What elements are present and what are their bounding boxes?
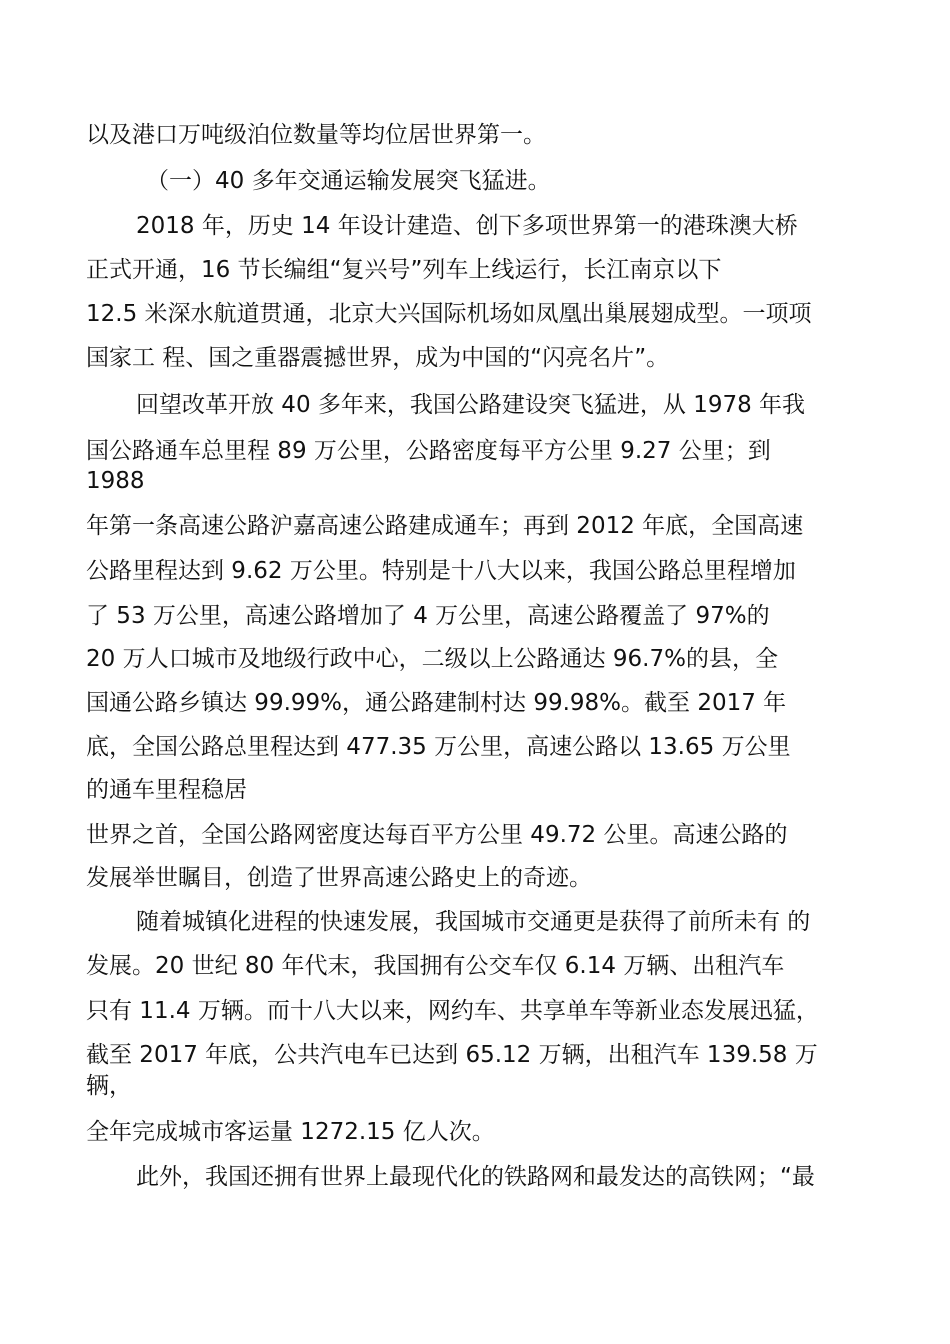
text-line: 国家工 程、国之重器震撼世界，成为中国的“闪亮名片”。: [86, 345, 670, 371]
text-line: 回望改革开放 40 多年来，我国公路建设突飞猛进，从 1978 年我: [136, 392, 806, 418]
text-line: 的通车里程稳居: [86, 777, 247, 803]
text-line: 发展。20 世纪 80 年代末，我国拥有公交车仅 6.14 万辆、出租汽车: [86, 953, 785, 979]
text-line: 了 53 万公里，高速公路增加了 4 万公里，高速公路覆盖了 97%的: [86, 603, 770, 629]
text-line: 年第一条高速公路沪嘉高速公路建成通车；再到 2012 年底，全国高速: [86, 513, 804, 539]
text-line: 2018 年，历史 14 年设计建造、创下多项世界第一的港珠澳大桥: [136, 213, 798, 239]
text-line: 世界之首，全国公路网密度达每百平方公里 49.72 公里。高速公路的: [86, 822, 788, 848]
text-line: 全年完成城市客运量 1272.15 亿人次。: [86, 1119, 495, 1145]
text-line: 底，全国公路总里程达到 477.35 万公里，高速公路以 13.65 万公里: [86, 734, 791, 760]
text-line: 随着城镇化进程的快速发展，我国城市交通更是获得了前所未有 的: [136, 909, 811, 935]
text-line: 国公路通车总里程 89 万公里，公路密度每平方公里 9.27 公里；到: [86, 438, 771, 464]
text-line: 正式开通，16 节长编组“复兴号”列车上线运行，长江南京以下: [86, 257, 722, 283]
text-line: 20 万人口城市及地级行政中心，二级以上公路通达 96.7%的县，全: [86, 646, 778, 672]
text-line: 辆，: [86, 1073, 132, 1099]
section-heading: （一）40 多年交通运输发展突飞猛进。: [146, 168, 551, 194]
text-line: 公路里程达到 9.62 万公里。特别是十八大以来，我国公路总里程增加: [86, 558, 796, 584]
text-line: 12.5 米深水航道贯通，北京大兴国际机场如凤凰出巢展翅成型。一项项: [86, 301, 812, 327]
text-line: 只有 11.4 万辆。而十八大以来，网约车、共享单车等新业态发展迅猛，: [86, 998, 819, 1024]
text-line: 发展举世瞩目，创造了世界高速公路史上的奇迹。: [86, 865, 592, 891]
text-line: 以及港口万吨级泊位数量等均位居世界第一。: [86, 122, 546, 148]
text-line: 1988: [86, 468, 145, 494]
text-line: 国通公路乡镇达 99.99%，通公路建制村达 99.98%。截至 2017 年: [86, 690, 787, 716]
text-line: 截至 2017 年底，公共汽电车已达到 65.12 万辆，出租汽车 139.58 万: [86, 1042, 818, 1068]
text-line: 此外，我国还拥有世界上最现代化的铁路网和最发达的高铁网；“最: [136, 1164, 815, 1190]
